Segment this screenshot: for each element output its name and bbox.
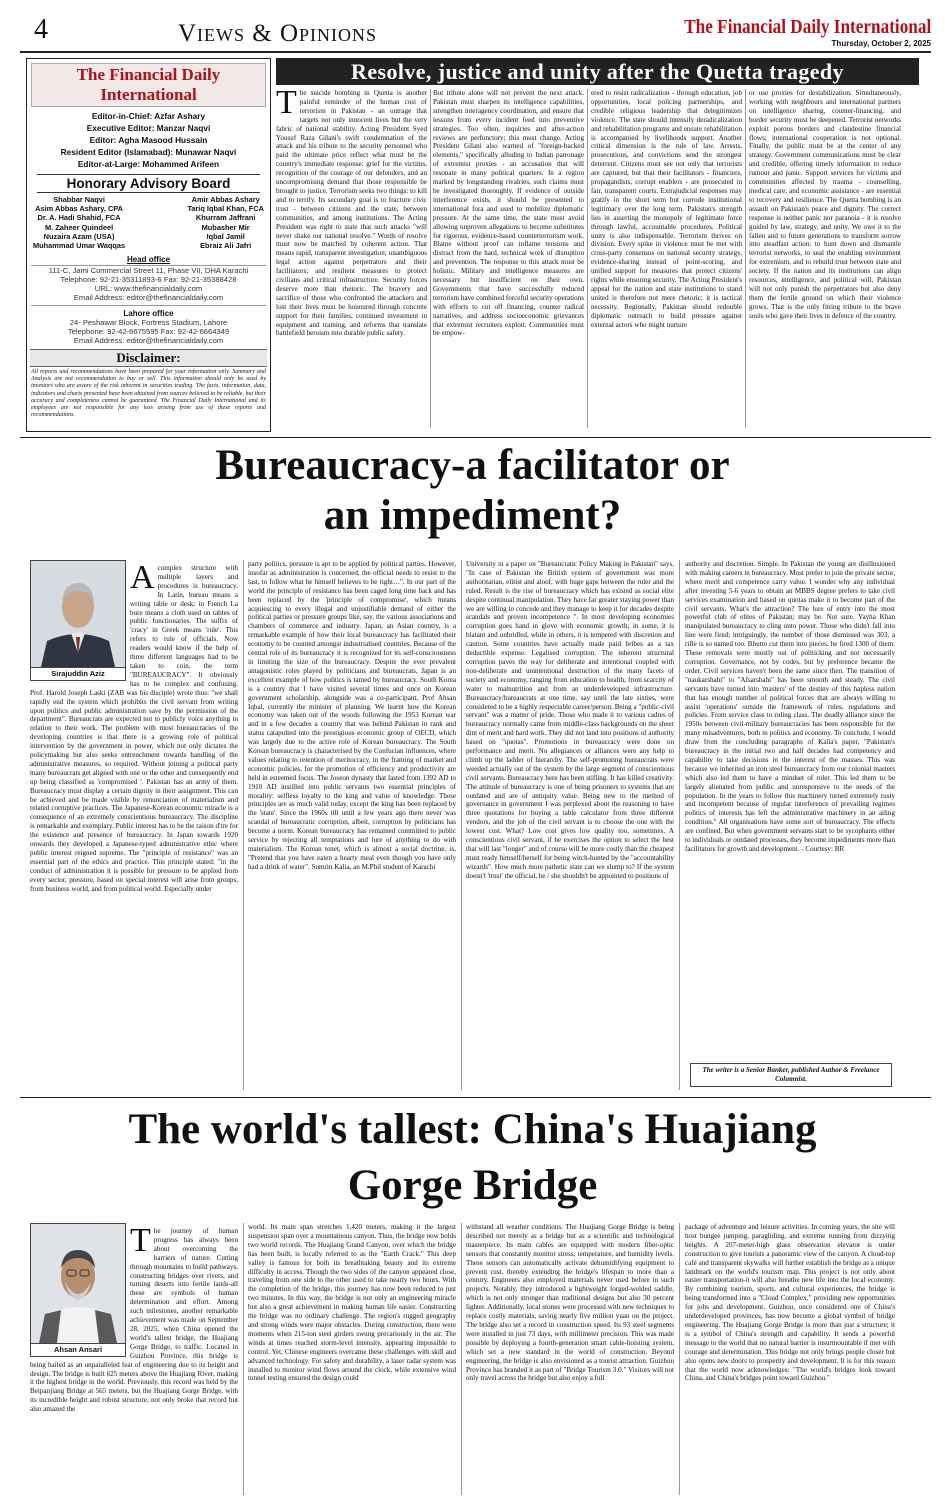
bridge-column-4: package of adventure and leisure activities. In coming years, the site will host bungee jumping, paragliding, and extreme running from dizzying heights. A 207-meter-high glass observation elevator is under construction to give tourists a panoramic view of the canyon. A cloud-top café and transparent skywalks will further establish the bridge as a unique landmark on the world's tourism map. This project is not only about easier transportation-it will also breathe new life into the local economy. By combining tourism, sports, and cultural experiences, the bridge is being transformed into a "Cloud Complex," providing new opportunities for jobs and development. Guizhou, once considered one of China's underdeveloped provinces, has now become a global symbol of bridge engineering. The Huajiang Gorge Bridge is more than just a structure; it is a symbol of China's strength and capability. It sends a powerful message to the world that no natural barrier is insurmountable if met with courage and determination. This bridge not only brings people closer but also opens new doors to prosperity and development. It is for this reason that the world now acknowledges: "The world's bridges look toward China, and China's bridges point toward Guizhou." xyxy=(685,1223,895,1383)
head-office xyxy=(27,255,270,302)
lahore-office-email[interactable]: Email Address: editor@thefinancialdaily.com xyxy=(73,336,224,346)
advisory-member: Ebraiz Ali Jafri xyxy=(200,241,252,251)
advisory-board-list xyxy=(27,193,270,252)
bureaucracy-text: complex structure with multiple layers and procedures is bureaucracy. In Latin, bureau means a writing table or desk; in French La bure means a cloth used on tables of public functionaries. The suffix of 'cracy' in Greek means 'rule'. This refers to rule of officials. Now readers would know if the help of three different languages had to be taken to coin, the term "BUREAUCRACY". It obviously has to be complex and confusing. Prof. Harold Joseph Laski (ZAB was his disciple) wrote thus: "we shall rapidly end the system which prohibits the civil servant from writing upon politics and public administration save by the permission of the department". Bureaucrats are expected not to publicly voice anything in relation to their work. The problem with most bureaucracies of the developing countries is that there is a growing role of political intervention by the government in power, which not only dictates the policymaking but also seeks entrenchment towards handling of the administrative measures, so required. Without joining a political party many bureaucrats get aligned with one or the other and consequently end up being classified as 'compromised '. Pakistan has an army of them. Bureaucracy must display a certain dignity in their assignment. This can be achieved and be made visible by renunciation of materialism and related corruptive practices. The Japanese-Korean economic miracle is a consequence of an extremely conscientious bureaucracy. The discipline is remarkable and exemplary. Public interest has to be the raison d'tre for the existence and presence of bureaucracy. In Japan towards 1920 onwards they developed a Japanese-typed administrative ethic where public interest reigned supreme. The "principle of resistance" was an essential part of the ethics and practice. This principle stated: "in the conduct of administration it is possible for pressure to be applied from every sector, pressure, based on special interest will arise from groups, from business world, and from political world. Especially under xyxy=(30,564,238,893)
headline-line: Bureaucracy-a facilitator or xyxy=(215,442,730,489)
lahore-office-title: Lahore office xyxy=(123,309,174,319)
advisory-right-column xyxy=(187,195,264,250)
head-office-title: Head office xyxy=(126,255,171,265)
dropcap: T xyxy=(130,1227,151,1259)
bureaucracy-column-3: University in a paper on "Bureaucratic Policy Making in Pakistan" says, "In case of Pakistan the British system of government was more authoritarian, elitist and aloof, with huge gaps between the ruler and the ruled. Result is the rise of bureaucracy which has existed as social elite despite continual manipulation. They have far greater staying power than we are willing to concede and they manage to keep it for decades despite scandals and proven incompetence ". In most developing economies corruption goes hand in glove with economic growth; in some, it is blatant and unbridled, while in others, it is tempered with discretion and caution. Some countries have actually made paid bribes as a tax deductible expense. Legalised corruption. The inherent structural corruption paves the way for deliberate and intentional coupled with non-deliberate and unintentional destruction of the many facets of society and economy, ranging from education to health, from scarcity of water to malnutrition and from an underdeveloped infrastructure. Bureaucracy/bureaucrats at one time, say until the late sixties, were considered to be a highly respectable career/person. Being a "public-civil servant" was a matter of pride. Those who made it to various cadres of bureaucracy normally came from middle-class backgrounds on the sheer dint of merit and hard work. They did not land into positions of authority based on "quotas". Promotions in bureaucracy were done on performance and merit. No allegiances or alliances were any help to climb up the ladder of hierarchy. The self-promoting bureaucrats were weeded actually out of the system by the large segment of conscientious civil servants. Bureaucracy here has been stifling. It has killed creativity. The attitude of bureaucracy is one of being prisoners to systems that are outdated and are of antiquity value. Being new to the method of governance in government I was perplexed about the reasoning to have three quotations for buying a table calculator from three different vendors, and the job of the civil servant is to choose the one with the lowest cost. What? Low cost gives low quality too, sometimes. A conscientious civil servant, if he exercises the option to select the best that will last "longer" and of course will be more costly than the cheapest must ready himself/herself for being witch-hunted by the "accountability wizards". How much more pathetic state can we slump to? If the system doesn't 'trust' the official, he / she shouldn't be appointed to positions of xyxy=(466,560,674,880)
advisory-member: Khurram Jaffrani xyxy=(195,213,256,223)
advisory-member: Dr. A. Hadi Shahid, FCA xyxy=(37,213,121,223)
author-name: Sirajuddin Aziz xyxy=(30,667,126,681)
lahore-office xyxy=(27,309,270,345)
column-rule xyxy=(461,1223,462,1495)
advisory-member: Asim Abbas Ashary, CPA xyxy=(35,204,124,214)
advisory-member: Mubasher Mir xyxy=(201,222,250,232)
staff-line: Editor-in-Chief: Azfar Ashary xyxy=(91,111,206,121)
dropcap: A xyxy=(130,564,155,596)
quetta-column-2: But tribute alone will not prevent the next attack. Pakistan must sharpen its intelligence capabilities, strengthen interagency coordination, and ensure that lessons from every incident feed into preventive strategies. Too often, inquiries and after-action reviews are perfunctory; this must change. Acting President Gilani also warned of "foreign-backed elements," specifically alluding to Indian patronage of extremist proxies - an accusation that will resonate in many political quarters. In a region marked by longstanding rivalries, such claims must be investigated thoroughly. If evidence of outside interference exists, it should be presented to international fora and used to mobilize diplomatic pressure. At the same time, the state must avoid allowing unproven allegations to become substitutes for rigorous, evidence-based counterterrorism work. Blame without proof can inflame tensions and distract from the hard, technical work of disruption and prevention. The response to this attack must be holistic. Military and intelligence measures are necessary but insufficient on their own. Governments that have successfully reduced terrorism have combined forceful security operations with efforts to cut off financing, counter radical narratives, and address socioeconomic grievances that extremist recruiters exploit. Communities must be empow- xyxy=(433,89,584,338)
author-name: Ahsan Ansari xyxy=(30,1343,126,1357)
advisory-member: Nuzaira Azam (USA) xyxy=(43,231,115,241)
bureaucracy-headline xyxy=(20,441,925,541)
head-office-line: Telephone: 92-21-35311893-6 Fax: 92-21-35388428 xyxy=(60,275,237,285)
quetta-headline: Resolve, justice and unity after the Quetta tragedy xyxy=(276,58,919,85)
head-office-line: 111-C, Jami Commercial Street 11, Phase VII, DHA Karachi xyxy=(48,266,249,276)
staff-line: Editor-at-Large: Mohammed Arifeen xyxy=(77,159,220,169)
disclaimer-title: Disclaimer: xyxy=(30,349,267,367)
staff-line: Resident Editor (Islamabad): Munawar Naqvi xyxy=(60,147,237,157)
column-rule xyxy=(679,1223,680,1495)
dropcap: T xyxy=(276,89,297,121)
advisory-member: Iqbal Jamil xyxy=(206,231,245,241)
advisory-member: Tariq Iqbal Khan, FCA xyxy=(187,204,264,214)
disclaimer-text: All reports and recommendations have been prepared for your information only. Summary and Analysis are not recommendation to buy or sell. This information should only be used by investors who are aware of the risk inherent in securities trading. The facts, information, data, indicators and charts presented have been obtained from sources believed to be reliable, but their accuracy and completeness cannot be guaranteed. The Financial Daily International and its employees are not responsible for any loss arising from use of these reports and recommendations. xyxy=(31,369,266,418)
page-number: 4 xyxy=(34,14,48,45)
lahore-office-line: 24- Peshawar Block, Fortress Stadium, Lahore xyxy=(69,318,228,328)
quetta-column-3: ered to resist radicalization - through education, job opportunities, local policing partnerships, and credible religious leadership that delegitimizes violence. The state should intensify deradicalization and rehabilitation programs and ensure rehabilitation is accompanied by livelihoods support. Another critical dimension is the rule of law. Arrests, prosecutions, and convictions send the strongest deterrent. Citizens must see not only that terrorists are captured, but that their facilitators - financiers, propagandists, corrupt enablers - are prosecuted in fair, transparent courts. Extrajudicial responses may gratify in the short term but corrode institutional legitimacy over the long term. Pakistan's strength lies in asserting the monopoly of legitimate force through lawful, accountable procedures. Political unity is also indispensable. Terrorism thrives on division. Every spike in violence must be met with cross-party consensus on national security strategy, evidence-sharing instead of point-scoring, and unified support for measures that protect citizens' rights while ensuring security. The Acting President's appeal for the nation and state institutions to stand united is therefore not mere rhetoric; it is tactical necessity. Regionally, Pakistan should redouble diplomatic outreach to build pressure against external actors who might nurture xyxy=(591,89,742,329)
photo-spacer xyxy=(30,1227,130,1359)
headline-line: Gorge Bridge xyxy=(347,1162,598,1209)
advisory-board-title: Honorary Advisory Board xyxy=(37,174,260,193)
section-rule xyxy=(20,1097,931,1098)
masthead-name: The Financial Daily International xyxy=(683,16,931,38)
advisory-member: Muhammad Umar Waqqas xyxy=(33,241,126,251)
column-rule xyxy=(243,560,244,1090)
lahore-office-line: Telephone: 92-42-6675595 Fax: 92-42-6664349 xyxy=(67,327,230,337)
advisory-left-column xyxy=(33,195,125,250)
advisory-member: Amir Abbas Ashary xyxy=(191,195,260,204)
editorial-box xyxy=(26,58,271,432)
masthead-date: Thursday, October 2, 2025 xyxy=(831,39,931,48)
advisory-member: M. Zaheer Quindeel xyxy=(44,222,114,232)
section-title: Views & Opinions xyxy=(178,20,378,47)
quetta-column-4: or use proxies for destabilization. Simultaneously, working with neighbours and international partners on intelligence sharing, counter-financing, and border security must be deepened. Terrorist networks exploit porous borders and clandestine financial flows; international cooperation is not optional. Finally, the public must be at the center of any strategy. Government communications must be clear and credible, offering timely information to reduce rumour and panic. Support services for victims and communities affected by trauma - counselling, medical care, and economic assistance - are essential to recovery and resilience. The Quetta bombing is an assault on Pakistan's peace and dignity. The correct response is neither panic nor paranoia - it is resolve guided by law, strategy, and unity. We owe it to the fallen and to future generations to transform sorrow into steadfast action: to hunt down and dismantle terrorist networks, to seal the enabling environment for extremism, and to rebuild trust between state and society. If the nation and its institutions can align resources, intelligence, and political will, Pakistan will not only punish the perpetrators but also deny them the fertile ground on which their violence grows. That is the only fitting tribute to the brave souls who gave their lives in defence of the country. xyxy=(749,89,901,320)
column-rule xyxy=(587,89,588,428)
column-rule xyxy=(430,89,431,428)
headline-line: The world's tallest: China's Huajiang xyxy=(128,1106,817,1153)
bridge-column-2: world. Its main span stretches 1,420 meters, making it the largest suspension span over a mountainous canyon. Thus, the bridge now holds two world records. The Huajiang Grand Canyon, over which the bridge has been built, is locally referred to as the "Earth Crack." This deep valley is famous for both its breathtaking beauty and its extreme difficulty in access. Though the two sides of the canyon appeared close, traveling from one side to the other used to take nearly two hours. With the completion of the bridge, this journey has now been reduced to just two minutes. In this way, the bridge is not only an engineering miracle but also a great achievement in making human life easier. Constructing the bridge was no ordinary challenge. The region's rugged geography and strong winds were major obstacles. During construction, there were moments when 215-ton steel girders swung precariously in the air. The winds at times reached storm-level intensity, appearing impossible to control. Yet, Chinese engineers overcame these challenges with skill and advanced technology. For safety and durability, a laser radar system was installed to monitor wind flows around the clock, while extensive wind tunnel testing ensured the design could xyxy=(248,1223,456,1383)
column-rule xyxy=(243,1223,244,1495)
bridge-headline xyxy=(20,1102,925,1214)
quetta-text: he suicide bombing in Quetta is another painful reminder of the human cost of terrorism in Pakistan - an outrage that targets not only innocent lives but the very fabric of national stability. Acting President Syed Yousuf Raza Gilani's swift condemnation of the attack and his tribute to the security personnel who paid the ultimate price reflect what must be the country's immediate response: grief for the victims, recognition of the courage of our defenders, and an uncompromising demand that those responsible be brought to justice. Terrorism seeks two things: to kill and to terrify. Its secondary goal is to fracture civic trust - between citizens and the state, between communities, and among institutions. The Acting President was right to state that such attacks "will never shake our national resolve." Words of resolve must now be matched by coherent action. That means rapid, transparent investigation; unambiguous legal action against perpetrators and their facilitators; and resilient measures to protect civilians and critical infrastructure. Security forces deserve more than rhetoric. The bravery and sacrifice of those who confronted the attackers and lost their lives must be honoured through concrete support for their families, continued investment in equipment and training, and reforms that translate battlefield heroism into durable public safety. xyxy=(276,89,427,338)
bridge-text: he journey of human progress has always been about overcoming the barriers of nature. Cutting through mountains to build pathways, constructing bridges over rivers, and turning deserts into fertile lands-all these are symbols of human determination and effort. Among such milestones, another remarkable achievement was made on September 28, 2025, when China opened the world's tallest bridge, the Huajiang Gorge Bridge, to traffic. Located in Guizhou Province, this bridge is being hailed as an unparalleled feat of engineering due to its height and design. The bridge is built 625 meters above the Huajiang River, making it the highest bridge in the world. Previously, this record was held by the Beipanjiang Bridge at 565 meters, but the Huajiang Gorge Bridge, with its incredible height and robust structure, not only broke that record but also amazed the xyxy=(30,1227,238,1414)
quetta-column-1 xyxy=(276,89,427,428)
advisory-member: Shabbar Naqvi xyxy=(53,195,105,204)
bridge-column-3: withstand all weather conditions. The Huajiang Gorge Bridge is being described not merely as a bridge but as a scientific and technological masterpiece. Its main cables are equipped with modern fiber-optic sensors that constantly monitor stress, temperature, and humidity levels. These sensors can automatically activate dehumidifying equipment to prevent rust, thereby extending the bridge's lifespan to more than a century. Engineers also employed materials never used before in such projects. Notably, they introduced a lightweight forged-welded saddle, which is not only stronger than traditional designs but also 30 percent lighter. Additionally, local stones were processed with new techniques to replace costly materials, saving nearly five million yuan on the project. The bridge also set a record in construction speed. Its 93 steel segments were installed in just 73 days, with millimeter precision. This was made possible by deploying a fourth-generation smart cable-hoisting system, which set a new standard in the world of construction. Beyond engineering, the bridge is also envisioned as a tourist attraction. Guizhou Province has branded it as part of "Bridge Tourism 3.0." Visitors will not only travel across the bridge but also enjoy a full xyxy=(466,1223,674,1383)
column-rule xyxy=(679,560,680,1090)
bureaucracy-column-2: party politics, pressure is apt to be applied by political parties. However, insofar as administration is concerned, the official needs to resist to the last, to follow what he himself believes to be right…". In our part of the world the principle of resistance has been caged long time back and has been replaced by the 'principle of compromise', which means acquiescing to every illegal and unjustifiable demand of either the political parties or pressure groups like, say, the various associations and chambers of commerce and industry. Japan, an Asian country, is a remarkable example of how their local bureaucracy has facilitated their economy to be counted amongst industrialised countries. Because of the central role of its bureaucracy it is recognized for its self-consciousness in limiting the size of the bureaucracy. Despite the ever prevalent antagonistic roles played by politicians and bureaucrats, Japan is an excellent example of how politics is tamed by bureaucracy. South Korea is a country that I have visited several times and once on Korean government scholarship, alongside was a co-participant, Prof Ahsan Iqbal, currently the minister of planning. We learnt how the Korean economy was taken out of the woods following the 1953 Korean war and in a few decades a country that was behind Pakistan in rank and status catapulted into the prestigious economic group of OECD, which was largely due to the active role of Korean bureaucracy. The South Korean bureaucracy is characterised by the Confucian influences, where values relating to retention of meritocracy, in the framing of market and economic policies, for the promotion of efficiency and productivity are held in esteemed focus. The Joseon dynasty that lasted from 1392 AD to 1910 AD instilled into public servants two essential principles of morality: selfless loyalty to the king and value of knowledge. These principles are as much valid today, except the king has been replaced by the 'state'. Since the 1960s till until a few years ago there never was scandal of bureaucratic corruption, albeit, corruption by politicians has become a norm. Korean bureaucracy has remained committed to public service by rejecting all temptations and lure of anything to do with materialism. The Korean tenet, which is almost a social doctrine, is, "Pretend that you have eaten a hearty meal even though you have only had a drink of water". Sumrin Kalia, an M.Phil student of Karachi xyxy=(248,560,456,871)
column-rule xyxy=(461,560,462,1090)
bridge-column-1 xyxy=(30,1227,238,1495)
head-office-url[interactable]: URL: www.thefinancialdaily.com xyxy=(94,284,203,294)
paper-name: The Financial Daily International xyxy=(31,63,266,107)
headline-line: an impediment? xyxy=(323,492,622,539)
staff-line: Editor: Agha Masood Hussain xyxy=(89,135,208,145)
header-rule xyxy=(20,51,931,53)
bureaucracy-column-1 xyxy=(30,564,238,1089)
column-rule xyxy=(745,89,746,428)
author-bio: The writer is a Senior Banker, published Author & Freelance Columnist. xyxy=(690,1063,892,1087)
bureaucracy-column-4: authority and discretion. Simple. In Pakistan the young are disillusioned with making careers in bureaucracy. Most prefer to join the private sector, where merit and competence carry value. I wonder why any individual after investing 5-6 years to obtain an MBBS degree prefers to take civil services examination and based on quotas make it to become part of the civil servants. What's the attraction? The lure of entry into the most powerful club of elites of Pakistan; may be. Not sure. Yayha Khan manipulated bureaucracy to cling onto power. Those who didn't fall into line were fired; intriguingly, the number of those dismissed was 303, a rifle is so named too. Bhutto cut them into pieces, he fired 1300 of them. These removals were mostly out of politicking and not necessarily corruption. Governance, not by codes, but by preference became the order. Civil services haven't been the same since then. The transition of "naukarshahi" to "Afsarshahi" has been smooth and steady. The civil servants have turned into 'masters' of the destiny of this hapless nation that has enough number of political forces that are always willing to assist 'operations' outside the framework of rules, regulations and policies. From service class to ruling class. The deadly alliance since the 1950s between civil-military bureaucracies has been responsible for the many misadventures, both in politics and economy. To conclude, I would draw from the concluding paragraphs of Kalia's paper, "Pakistan's bureaucracy in the initial two and half decades had competency and capability to take decisions in the interest of the masses. This was because we inherited an iron steel bureaucracy from our colonial masters which also led them to have a mindset of ruler. This led them to be largely alienated from public and unresponsive to the needs of the population. In the years to follow this machinery turned extremely rusty and incompetent because of regular interference of prevailing regimes politics of interests has left the administrative machinery in an ailing condition." All organisations have some sort of bureaucracy. The effects are confined. But when government servants start to be sycophants either to individuals or outdated processes, they become impediments more than facilitators for growth and development. - Courtesy: BR xyxy=(685,560,895,853)
staff-line: Executive Editor: Manzar Naqvi xyxy=(86,123,211,133)
head-office-email[interactable]: Email Address: editor@thefinancialdaily.com xyxy=(73,293,224,303)
photo-spacer xyxy=(30,564,130,685)
section-rule xyxy=(20,437,931,438)
